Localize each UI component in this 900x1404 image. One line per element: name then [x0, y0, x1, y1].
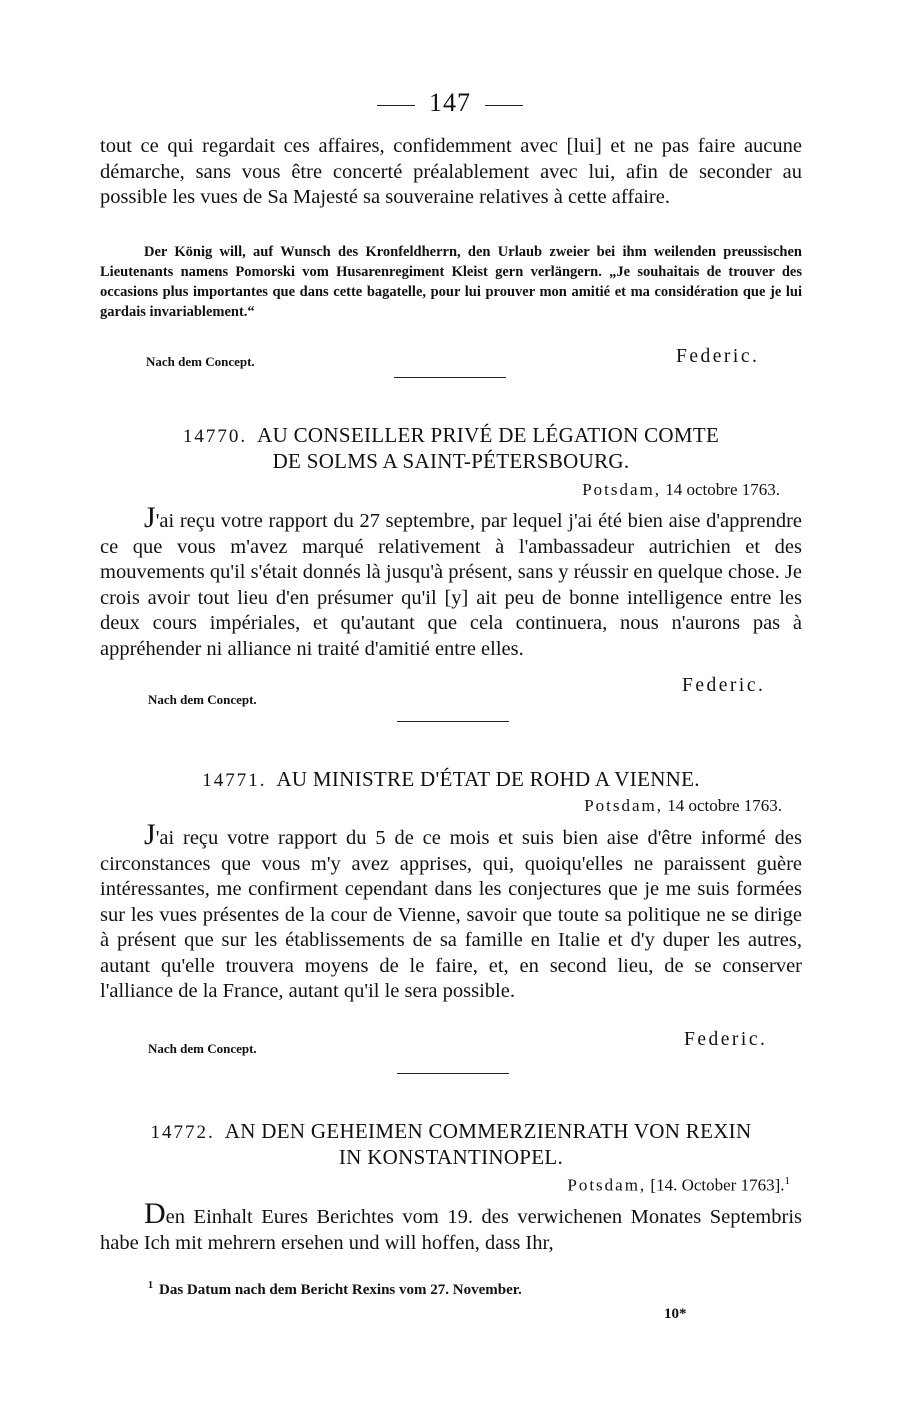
letter-14770-recipient-line2: DE SOLMS A SAINT-PÉTERSBOURG.: [272, 449, 630, 473]
intro-summary-note: Der König will, auf Wunsch des Kronfeldherrn, den Urlaub zweier bei ihm weilenden preussischen Lieutenants namens Pomorski vom Husarenregiment Kleist gern verlängern. „Je souhaitais de trouver des occasions plus importantes que dans cette bagatelle, pour lui prouver mon amitié et ma considération que je lui gardais invariablement.“: [100, 244, 802, 320]
intro-source-note: Nach dem Concept.: [146, 354, 255, 369]
letter-14770-place: Potsdam,: [582, 480, 662, 499]
letter-14770-recipient-line1: AU CONSEILLER PRIVÉ DE LÉGATION COMTE: [257, 423, 720, 447]
letter-14772-number: 14772.: [150, 1122, 215, 1143]
letter-14771-text: 'ai reçu votre rapport du 5 de ce mois et suis bien aise d'être informé des circonstances que vous m'y avez apprises, qui, quoiqu'elles ne paraissent guère intéressantes, me confirment cependant dans les conjectures que je me suis formées sur les vues présentes de la cour de Vienne, savoir que toute sa politique ne se dirige à présent que sur les établissements de sa famille en Italie et d'y duper les autres, autant qu'elle trouvera moyens de le faire, et, en second lieu, de se conserver l'alliance de la France, autant qu'il le sera possible.: [100, 827, 802, 1002]
letter-14770-body: [100, 501, 802, 662]
section-divider-3: [397, 1073, 509, 1074]
letter-14772-place: Potsdam,: [567, 1175, 647, 1195]
page-number-header: [0, 88, 900, 118]
letter-14772-recipient-line1: AN DEN GEHEIMEN COMMERZIENRATH VON REXIN: [224, 1119, 752, 1143]
letter-14770-number: 14770.: [182, 426, 248, 447]
letter-14771-heading-line1: [100, 767, 802, 793]
letter-14771-date: 14 octobre 1763.: [667, 796, 782, 815]
letter-14772-body: [100, 1197, 802, 1256]
letter-14772-dropcap: D: [144, 1197, 166, 1230]
letter-14770-source-note: Nach dem Concept.: [148, 692, 257, 707]
letter-14770-signature: Federic.: [682, 675, 766, 696]
letter-14770-date: 14 octobre 1763.: [665, 480, 780, 499]
section-divider-2: [397, 721, 509, 722]
letter-14772-date: [14. October 1763].: [650, 1175, 785, 1195]
letter-14771-dateline: [480, 796, 782, 816]
header-dash-left: [377, 105, 415, 106]
letter-14771-body: [100, 818, 802, 1005]
letter-14771-source-note: Nach dem Concept.: [148, 1041, 257, 1056]
letter-14771-heading: [100, 767, 802, 793]
intro-paragraph: tout ce qui regardait ces affaires, confidemment avec [lui] et ne pas faire aucune démarche, sans vous être concerté préalablement avec lui, afin de seconder au possible les vues de Sa Majesté sa souveraine relatives à cette affaire.: [100, 135, 802, 208]
letter-14771-recipient: AU MINISTRE D'ÉTAT DE ROHD A VIENNE.: [276, 767, 700, 791]
letter-14770-heading: [100, 423, 802, 474]
letter-14772-footnote-ref: 1: [784, 1175, 790, 1187]
letter-14771-dropcap: J: [144, 818, 156, 851]
page-number: 147: [429, 88, 471, 117]
section-divider-1: [394, 377, 506, 378]
letter-14771-place: Potsdam,: [584, 796, 664, 815]
letter-14770-dateline: [480, 480, 780, 500]
letter-14770-text: 'ai reçu votre rapport du 27 septembre, par lequel j'ai été bien aise d'apprendre ce que vous m'avez marqué relativement à l'ambassadeur autrichien et des mouvements qu'il s'était donnés là jusqu'à présent, sans y réussir en quelque chose. Je crois avoir tout lieu d'en présumer qu'il [y] ait peu de bonne intelligence entre les deux cours impériales, et qu'autant que cela continuera, nous n'aurons pas à appréhender ni alliance ni traité d'amitié entre elles.: [100, 510, 802, 660]
footnote-text: Das Datum nach dem Bericht Rexins vom 27. November.: [159, 1282, 522, 1298]
letter-14771-number: 14771.: [202, 770, 267, 791]
header-dash-right: [485, 105, 523, 106]
letter-14772-heading: [100, 1119, 802, 1170]
letter-14772-text: en Einhalt Eures Berichtes vom 19. des verwichenen Monates Septembris habe Ich mit mehrern ersehen und will hoffen, dass Ihr,: [100, 1206, 802, 1254]
footnote: [148, 1280, 522, 1299]
letter-14770-heading-line1: [100, 423, 802, 449]
intro-signature: Federic.: [676, 346, 760, 367]
letter-14771-signature: Federic.: [684, 1029, 768, 1050]
signature-mark: 10*: [664, 1306, 687, 1322]
letter-14770-dropcap: J: [144, 501, 156, 534]
letter-14772-recipient-line2: IN KONSTANTINOPEL.: [338, 1145, 564, 1169]
letter-14772-heading-line1: [100, 1119, 802, 1145]
footnote-mark: 1: [148, 1280, 153, 1291]
letter-14772-dateline: [460, 1175, 790, 1196]
